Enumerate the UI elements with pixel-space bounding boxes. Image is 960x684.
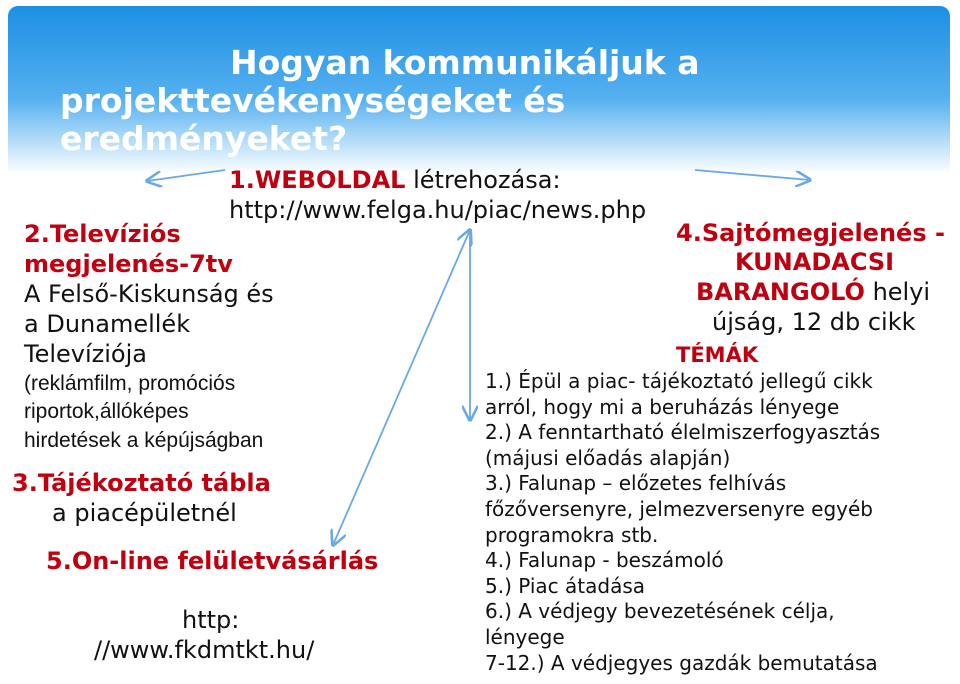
arrow-to-press xyxy=(695,170,810,180)
arrow-to-television xyxy=(147,170,225,181)
topics-heading: TÉMÁK xyxy=(676,343,759,367)
press-line-2: KUNADACSI xyxy=(735,248,895,276)
television-heading-bold: megjelenés xyxy=(24,250,180,278)
topic-line: arról, hogy mi a beruházás lényege xyxy=(485,394,840,419)
topic-line: 1.) Épül a piac- tájékoztató jellegű cikk xyxy=(485,369,873,393)
television-heading-rest: -7tv xyxy=(179,250,233,278)
topics-list xyxy=(485,369,955,676)
press-line-4: újság, 12 db cikk xyxy=(712,308,916,336)
board-line-2: a piacépületnél xyxy=(52,499,237,527)
topic-line: 5.) Piac átadása xyxy=(485,573,646,598)
online-url-1: http: xyxy=(182,606,240,634)
press-line-3 xyxy=(696,277,930,307)
topic-line: 6.) A védjegy bevezetésének célja, xyxy=(485,599,835,624)
topic-line: 3.) Falunap – előzetes felhívás xyxy=(485,471,787,496)
television-heading-2 xyxy=(24,249,233,279)
television-line-4: a Dunamellék xyxy=(24,310,191,338)
topic-line: 4.) Falunap - beszámoló xyxy=(485,548,724,573)
website-heading-number: 1.WEBOLDAL xyxy=(229,166,406,194)
television-heading: 2.Televíziós xyxy=(24,220,181,248)
board-heading: 3.Tájékoztató tábla xyxy=(12,469,271,497)
website-heading-rest: létrehozása: xyxy=(405,166,561,194)
press-paper-name: BARANGOLÓ xyxy=(696,278,865,306)
press-line-3-rest: helyi xyxy=(864,278,931,306)
press-heading: 4.Sajtómegjelenés - xyxy=(676,219,945,247)
website-heading xyxy=(229,166,561,194)
website-url: http://www.felga.hu/piac/news.php xyxy=(229,196,647,224)
topic-line: (májusi előadás alapján) xyxy=(485,445,731,470)
title-line-2: projekttevékenységeket és eredményeket? xyxy=(60,81,566,158)
television-sub-2: riportok,állóképes xyxy=(24,400,189,423)
topic-line: 2.) A fenntartható élelmiszerfogyasztás xyxy=(485,420,881,445)
television-sub-3: hirdetések a képújságban xyxy=(24,429,264,452)
online-heading: 5.On-line felületvásárlás xyxy=(46,547,379,575)
topic-line: lényege xyxy=(485,624,565,649)
title-line-1: Hogyan kommunikáljuk a xyxy=(230,43,700,82)
arrow-to-board xyxy=(333,230,470,545)
television-line-5: Televíziója xyxy=(24,340,147,368)
topic-line: 7-12.) A védjegyes gazdák bemutatása xyxy=(485,650,878,675)
television-line-3: A Felső-Kiskunság és xyxy=(24,280,274,308)
online-url-2: //www.fkdmtkt.hu/ xyxy=(94,636,315,664)
television-sub-1: (reklámfilm, promóciós xyxy=(24,372,236,395)
topic-line: programokra stb. xyxy=(485,522,659,547)
topic-line: főzőversenyre, jelmezversenyre egyéb xyxy=(485,496,873,521)
